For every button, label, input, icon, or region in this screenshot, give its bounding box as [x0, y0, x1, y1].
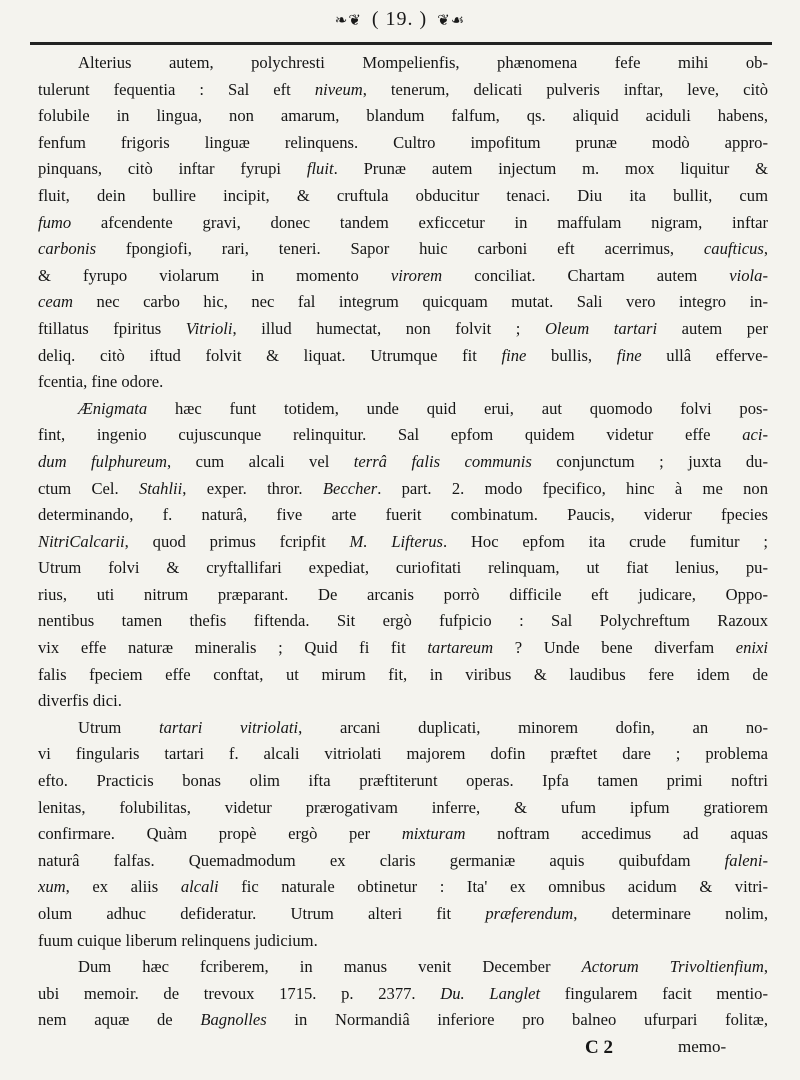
text-span: nentibus tamen thefis fiftenda. Sit ergò fufpicio : Sal Polychreftum Razoux	[38, 611, 768, 631]
text-line	[38, 502, 768, 529]
text-line	[38, 50, 768, 77]
italic-text: xum	[38, 877, 66, 897]
text-line	[38, 741, 768, 768]
text-span: diverfis dici.	[38, 691, 122, 711]
italic-text: tartareum	[427, 638, 494, 658]
italic-text: viola-	[729, 265, 768, 285]
text-line	[38, 343, 768, 370]
ornament-left-icon: ❧❦	[334, 12, 362, 29]
text-span: conjunctum ; juxta du-	[531, 451, 768, 471]
text-span: nem aquæ de	[38, 1010, 201, 1030]
text-line	[38, 236, 768, 263]
text-span: deliq. citò iftud folvit & liquat. Utrumque fit	[38, 345, 502, 365]
text-span: Dum hæc fcriberem, in manus venit December	[78, 957, 582, 977]
text-line	[38, 821, 768, 848]
ornament-right-icon: ❦☙	[437, 12, 466, 29]
text-span: folubile in lingua, non amarum, blandum falfum, qs. aliquid aciduli habens,	[38, 106, 768, 126]
italic-text: alcali	[180, 877, 219, 897]
text-span: . Hoc epfom ita crude fumitur ;	[442, 531, 768, 551]
text-span: , determinare nolim,	[573, 904, 768, 923]
text-line	[38, 954, 768, 981]
header-rule	[30, 42, 772, 45]
italic-text: dum fulphureum	[38, 451, 167, 471]
italic-text: Du. Langlet	[440, 983, 541, 1003]
text-line	[38, 635, 768, 662]
text-span: autem per	[657, 318, 768, 338]
text-line	[38, 928, 768, 955]
text-line	[38, 103, 768, 130]
text-line	[38, 848, 768, 875]
text-span: , exper. thror.	[182, 478, 323, 498]
text-line	[38, 449, 768, 476]
italic-text: Stahlii	[138, 478, 183, 498]
page-header	[0, 8, 800, 31]
italic-text: tartari vitriolati	[159, 717, 299, 737]
text-line	[38, 608, 768, 635]
italic-text: Ænigmata	[78, 398, 148, 418]
italic-text: carbonis	[38, 239, 97, 259]
text-span: , illud humectat, non folvit ;	[232, 318, 545, 338]
text-line	[38, 768, 768, 795]
text-span: olum adhuc defideratur. Utrum alteri fit	[38, 904, 486, 923]
text-span: fcentia, fine odore.	[38, 372, 164, 392]
italic-text: niveum	[314, 79, 363, 99]
text-line	[38, 289, 768, 316]
text-span: lenitas, folubilitas, videtur prærogativam inferre, & ufum ipfum gratiorem	[38, 797, 768, 817]
italic-text: enixi	[735, 638, 768, 658]
text-line	[38, 795, 768, 822]
italic-text: virorem	[390, 265, 443, 285]
text-span: efto. Practicis bonas olim ifta præftiterunt operas. Ipfa tamen primi noftri	[38, 771, 768, 791]
signature-mark: C 2	[585, 1037, 613, 1058]
text-line	[38, 263, 768, 290]
text-span: ullâ efferve-	[641, 345, 768, 365]
italic-text: Beccher	[322, 478, 378, 498]
catchword: memo-	[678, 1037, 727, 1056]
text-line	[38, 369, 768, 396]
italic-text: NitriCalcarii	[38, 531, 125, 551]
italic-text: Vitrioli	[185, 318, 233, 338]
italic-text: mixturam	[401, 824, 466, 844]
text-line	[38, 688, 768, 715]
text-span: falis fpeciem effe conftat, ut mirum fit, in viribus & laudibus fere idem de	[38, 664, 768, 684]
text-line	[38, 476, 768, 503]
text-line	[38, 422, 768, 449]
italic-text: fine	[616, 345, 642, 365]
text-span: naturâ falfas. Quemadmodum ex claris germaniæ aquis quibufdam	[38, 850, 725, 870]
text-span: rius, uti nitrum præparant. De arcanis porrò difficile eft judicare, Oppo-	[38, 584, 768, 604]
text-span: fuum cuique liberum relinquens judicium.	[38, 930, 318, 950]
text-span: ubi memoir. de trevoux 1715. p. 2377.	[38, 983, 441, 1003]
text-span: vix effe naturæ mineralis ; Quid fi fit	[38, 638, 428, 658]
text-span: pinquans, citò inftar fyrupi	[38, 159, 307, 179]
text-span: fluit, dein bullire incipit, & cruftula obducitur tenaci. Diu ita bullit, cum	[38, 185, 768, 205]
text-span: fic naturale obtinetur : Ita' ex omnibus acidum & vitri-	[218, 877, 768, 897]
text-span: confirmare. Quàm propè ergò per	[38, 824, 402, 844]
italic-text: faleni-	[724, 850, 768, 870]
italic-text: aci-	[742, 425, 768, 445]
text-span: noftram accedimus ad aquas	[465, 824, 768, 844]
text-span: determinando, f. naturâ, five arte fuerit combinatum. Paucis, viderur fpecies	[38, 505, 768, 525]
text-line	[38, 555, 768, 582]
italic-text: fluit	[306, 159, 334, 179]
text-span: & fyrupo violarum in momento	[38, 265, 391, 285]
text-line	[38, 981, 768, 1008]
italic-text: Bagnolles	[200, 1010, 267, 1030]
text-span: bullis,	[526, 345, 617, 365]
text-span: tulerunt fequentia : Sal eft	[38, 79, 315, 99]
italic-text: M. Lifterus	[349, 531, 443, 551]
text-line	[38, 210, 768, 237]
text-line	[38, 130, 768, 157]
italic-text: caufticus	[703, 239, 764, 259]
text-span: ctum Cel.	[38, 478, 139, 498]
text-line	[38, 1007, 768, 1034]
text-line	[38, 874, 768, 901]
body-text	[38, 50, 768, 1034]
text-line	[38, 662, 768, 689]
italic-text: fine	[501, 345, 527, 365]
text-span: , cum alcali vel	[166, 451, 354, 471]
text-line	[38, 529, 768, 556]
text-line	[38, 715, 768, 742]
text-span: fpongiofi, rari, teneri. Sapor huic carboni eft acerrimus,	[96, 239, 704, 259]
text-line	[38, 183, 768, 210]
text-span: Alterius autem, polychresti Mompelienfis, phænomena fefe mihi ob-	[78, 53, 768, 72]
text-span: ,	[763, 239, 768, 259]
italic-text: ceam	[38, 292, 74, 312]
text-span: ftillatus fpiritus	[38, 318, 186, 338]
text-span: ,	[763, 957, 768, 977]
text-span: afcendente gravi, donec tandem exficcetur in maffulam nigram, inftar	[71, 212, 768, 232]
text-span: , ex aliis	[65, 877, 181, 897]
text-span: . part. 2. modo fpecifico, hinc à me non	[377, 478, 768, 498]
text-span: nec carbo hic, nec fal integrum quicquam mutat. Sali vero integro in-	[73, 292, 768, 312]
text-line	[38, 77, 768, 104]
text-line	[38, 316, 768, 343]
italic-text: terrâ falis communis	[353, 451, 532, 471]
text-span: conciliat. Chartam autem	[442, 265, 730, 285]
italic-text: Oleum tartari	[544, 318, 658, 338]
text-line	[38, 582, 768, 609]
text-span: , arcani duplicati, minorem dofin, an no-	[298, 717, 768, 737]
page-footer	[0, 1037, 800, 1067]
text-span: fint, ingenio cujuscunque relinquitur. Sal epfom quidem videtur effe	[38, 425, 743, 445]
text-span: . Prunæ autem injectum m. mox liquitur &	[333, 159, 768, 179]
text-span: ? Unde bene diverfam	[493, 638, 736, 658]
page-number: ( 19. )	[371, 8, 428, 30]
italic-text: Actorum Trivoltienfium	[581, 957, 764, 977]
text-line	[38, 396, 768, 423]
text-line	[38, 156, 768, 183]
italic-text: præferendum	[485, 904, 574, 923]
text-span: in Normandiâ inferiore pro balneo ufurpari folitæ,	[266, 1010, 768, 1030]
text-span: fingularem facit mentio-	[540, 983, 768, 1003]
text-span: vi fingularis tartari f. alcali vitriolati majorem dofin præftet dare ; problema	[38, 744, 768, 764]
text-span: , tenerum, delicati pulveris inftar, leve, citò	[362, 79, 768, 99]
text-span: hæc funt totidem, unde quid erui, aut quomodo folvi pos-	[147, 398, 768, 418]
text-span: Utrum folvi & cryftallifari expediat, curiofitati relinquam, ut fiat lenius, pu-	[38, 558, 768, 578]
text-span: Utrum	[78, 717, 160, 737]
text-span: fenfum frigoris linguæ relinquens. Cultro impofitum prunæ modò appro-	[38, 132, 768, 152]
text-span: , quod primus fcripfit	[124, 531, 350, 551]
text-line	[38, 901, 768, 928]
italic-text: fumo	[38, 212, 72, 232]
